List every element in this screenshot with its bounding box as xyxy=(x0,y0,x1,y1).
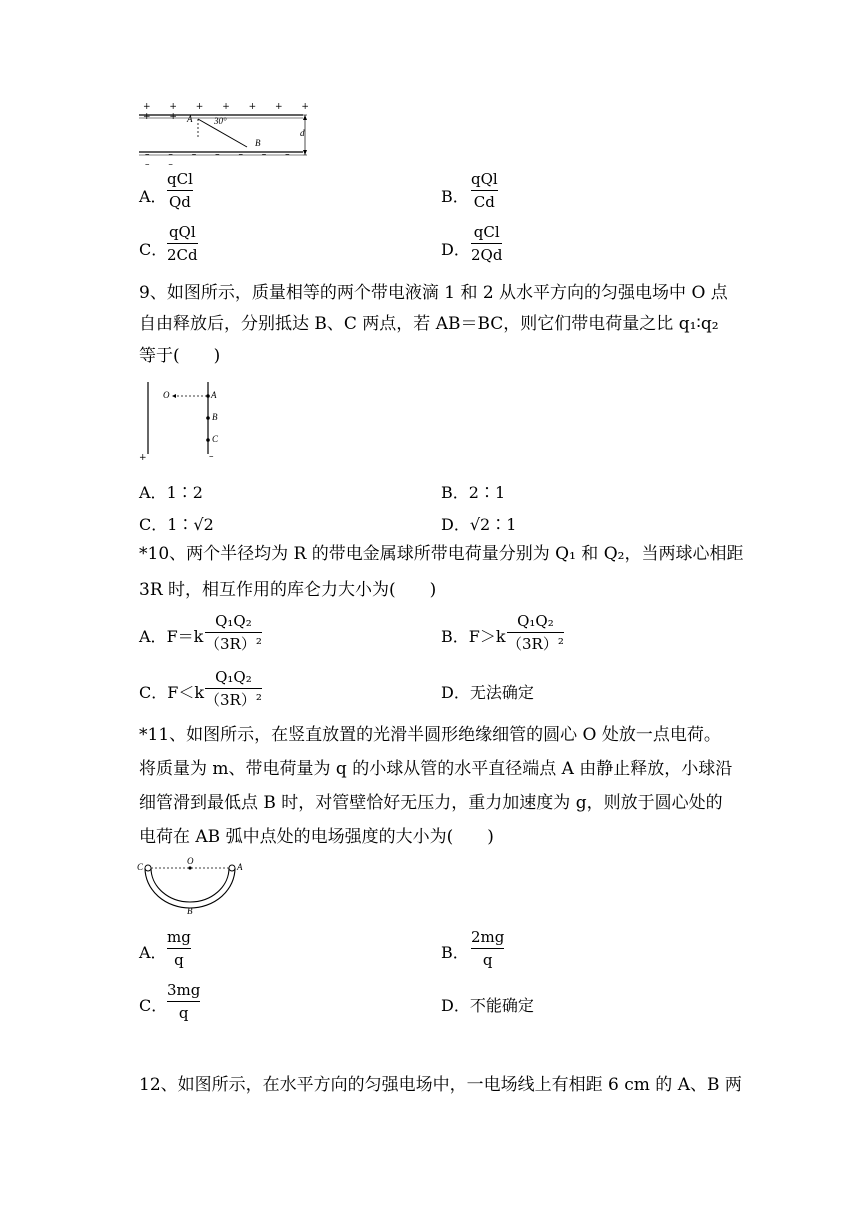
q10-text-line-1: *10、两个半径均为 R 的带电金属球所带电荷量分别为 Q₁ 和 Q₂，当两球心相距 xyxy=(139,544,744,564)
q9-label-c: C xyxy=(212,434,219,444)
q8-option-d-label: D． xyxy=(441,240,470,259)
q9-label-b: B xyxy=(212,412,218,422)
q10-option-b[interactable] xyxy=(441,612,564,653)
q11-label-c: C xyxy=(137,862,144,872)
q11-option-a-fraction xyxy=(167,928,191,969)
q9-option-b-text: 2∶1 xyxy=(468,483,506,502)
q10-option-c[interactable] xyxy=(139,668,262,709)
q10-option-d-label: D． xyxy=(441,683,470,702)
denominator: q xyxy=(174,951,184,969)
q8-option-b[interactable] xyxy=(441,170,498,211)
q11-option-b-label: B． xyxy=(441,943,469,962)
q9-option-c-label: C． xyxy=(139,515,168,534)
q9-option-d[interactable] xyxy=(441,512,516,535)
q9-option-d-label: D． xyxy=(441,515,470,534)
numerator: Q₁Q₂ xyxy=(215,668,252,686)
numerator: Q₁Q₂ xyxy=(215,612,252,630)
q10-text-line-2: 3R 时，相互作用的库仑力大小为( ) xyxy=(139,580,437,600)
q11-option-a[interactable] xyxy=(139,928,191,969)
q9-option-a[interactable] xyxy=(139,480,203,503)
numerator: qCl xyxy=(473,223,500,241)
q11-text-line-4: 电荷在 AB 弧中点处的电场强度的大小为( ) xyxy=(139,827,494,847)
numerator: qQl xyxy=(168,223,196,241)
q10-option-d[interactable] xyxy=(441,680,534,703)
denominator: （3R）² xyxy=(205,691,262,709)
numerator: 3mg xyxy=(167,981,201,999)
numerator: qCl xyxy=(167,170,193,188)
q11-option-c-label: C． xyxy=(139,996,168,1015)
q9-option-b-label: B． xyxy=(441,483,469,502)
denominator: （3R）² xyxy=(507,635,564,653)
q8-option-a-fraction xyxy=(167,170,193,211)
q11-option-d[interactable] xyxy=(441,993,534,1016)
q9-option-d-text: √2∶1 xyxy=(469,515,517,534)
q10-option-b-label: B． xyxy=(441,627,469,646)
q8-label-a: A xyxy=(187,114,193,124)
q11-label-o: O xyxy=(187,856,194,866)
q11-option-d-text: 不能确定 xyxy=(469,996,534,1015)
q11-option-d-label: D． xyxy=(441,996,470,1015)
numerator: Q₁Q₂ xyxy=(517,612,554,630)
q11-option-b[interactable] xyxy=(441,928,505,969)
q9-figure xyxy=(137,378,237,468)
q9-option-b[interactable] xyxy=(441,480,505,503)
q9-text-line-2: 自由释放后，分别抵达 B、C 两点，若 AB＝BC，则它们带电荷量之比 q₁∶q₂ xyxy=(139,314,719,334)
q10-option-a-prefix: F＝k xyxy=(166,627,204,646)
q10-option-b-prefix: F＞k xyxy=(468,627,506,646)
q11-label-a: A xyxy=(237,862,243,872)
q8-option-a[interactable] xyxy=(139,170,193,211)
q10-option-a-label: A． xyxy=(139,627,167,646)
q9-option-a-label: A． xyxy=(139,483,167,502)
q8-angle-label: 30° xyxy=(214,116,227,126)
q9-label-a: A xyxy=(211,390,217,400)
q11-option-b-fraction xyxy=(471,928,504,969)
denominator: q xyxy=(178,1004,189,1022)
denominator: Cd xyxy=(473,193,495,211)
denominator: q xyxy=(482,951,493,969)
q11-text-line-2: 将质量为 m、带电荷量为 q 的小球从管的水平直径端点 A 由静止释放，小球沿 xyxy=(139,759,733,779)
q11-figure xyxy=(137,856,247,918)
q9-label-o: O xyxy=(163,390,170,400)
q10-option-c-prefix: F＜k xyxy=(167,683,205,702)
q9-minus-sign: – xyxy=(209,452,214,462)
q12-text-line-1: 12、如图所示，在水平方向的匀强电场中，一电场线上有相距 6 cm 的 A、B 两 xyxy=(139,1075,742,1095)
q11-option-c-fraction xyxy=(167,981,200,1022)
q10-option-c-label: C． xyxy=(139,683,168,702)
q8-option-d-fraction xyxy=(471,223,502,264)
q10-option-d-text: 无法确定 xyxy=(469,683,534,702)
q11-option-a-label: A． xyxy=(139,943,167,962)
q8-label-b: B xyxy=(255,138,261,148)
q9-plus-sign: + xyxy=(139,453,147,463)
q11-label-b: B xyxy=(187,906,193,916)
denominator: Qd xyxy=(168,193,191,211)
q8-option-d[interactable] xyxy=(441,223,503,264)
q9-option-a-text: 1∶2 xyxy=(166,483,203,502)
numerator: 2mg xyxy=(471,928,505,946)
q8-option-b-fraction xyxy=(471,170,498,211)
numerator: qQl xyxy=(471,170,498,188)
q8-option-c-fraction xyxy=(167,223,198,264)
denominator: （3R）² xyxy=(205,635,262,653)
q10-option-b-fraction xyxy=(507,612,564,653)
q10-option-c-fraction xyxy=(205,668,262,709)
q9-field-diagram xyxy=(137,378,237,468)
q8-plus-signs: + + + + + + + + + xyxy=(143,102,317,122)
q11-text-line-3: 细管滑到最低点 B 时，对管壁恰好无压力，重力加速度为 g，则放于圆心处的 xyxy=(139,793,723,813)
q9-text-line-1: 9、如图所示，质量相等的两个带电液滴 1 和 2 从水平方向的匀强电场中 O 点 xyxy=(139,283,728,303)
q10-option-a-fraction xyxy=(205,612,262,653)
q8-minus-signs: – – – – – – – – – xyxy=(145,150,298,170)
q8-option-b-label: B． xyxy=(441,187,469,206)
q9-option-c-text: 1∶√2 xyxy=(167,515,214,534)
q8-option-c-label: C． xyxy=(139,240,168,259)
q8-label-d: d xyxy=(300,128,305,138)
q10-option-a[interactable] xyxy=(139,612,262,653)
q8-plates-diagram xyxy=(137,100,317,160)
denominator: 2Qd xyxy=(471,246,503,264)
q8-option-c[interactable] xyxy=(139,223,198,264)
q11-text-line-1: *11、如图所示，在竖直放置的光滑半圆形绝缘细管的圆心 O 处放一点电荷。 xyxy=(139,725,721,745)
q9-option-c[interactable] xyxy=(139,512,214,535)
q8-figure xyxy=(137,100,317,170)
denominator: 2Cd xyxy=(167,246,198,264)
q8-option-a-label: A． xyxy=(139,187,167,206)
numerator: mg xyxy=(167,928,191,946)
q11-option-c[interactable] xyxy=(139,981,201,1022)
q9-text-line-3: 等于( ) xyxy=(139,346,221,366)
